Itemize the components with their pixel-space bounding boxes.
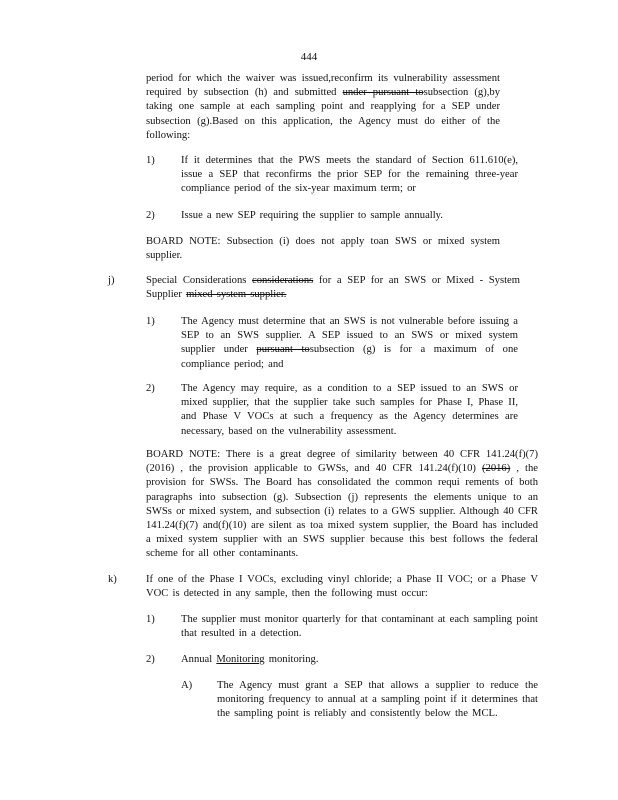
- intro-text-1: period for which the waiver was issued,reconfirm its vulnerability assessment required by subsection (h) and submitted: [146, 73, 500, 99]
- note-j-text-2: , the provision for SWSs. The Board has consolidated the common requi rements of both paragraphs into subsection (g). Subsection (j) represents the elements unique to an SWSs or mixed system, and subsection (i) relates to a GWS supplier. Although 40 CFR 141.24(f)(7) and(f)(10) are silent as toa mixed system supplier, the Board has included a mixed system supplier with an SWS supplier because this best follows the federal scheme for all other contaminants.: [146, 463, 538, 560]
- j-heading: [146, 274, 520, 302]
- j-item-1-text-1: The Agency must determine that an SWS is not vulnerable before issuing a SEP to an SWS supplier. A SEP issued to an SWS or mixed system supplier under: [181, 316, 518, 356]
- note-j-deleted: (2016): [482, 463, 511, 475]
- j-label: j): [108, 275, 115, 286]
- k-2-sub-a-text: The Agency must grant a SEP that allows a supplier to reduce the monitoring frequency to annual at a sampling point if it determines that the sampling point is reliably and consistently below the MCL.: [217, 680, 538, 720]
- k-item-1-text: The supplier must monitor quarterly for that contaminant at each sampling point that resulted in a detection.: [181, 614, 538, 640]
- k-item-2-text-1: Annual: [181, 654, 217, 665]
- j-deleted-2: mixed system supplier.: [186, 289, 287, 301]
- board-note-j: [146, 448, 538, 562]
- board-note-i: BOARD NOTE: Subsection (i) does not apply toan SWS or mixed system supplier.: [146, 236, 500, 262]
- i-item-1-text: If it determines that the PWS meets the standard of Section 611.610(e), issue a SEP that reconfirms the prior SEP for the remaining three-year compliance period of the six-year maximum term; or: [181, 155, 518, 195]
- k-item-2-text-2: monitoring.: [264, 654, 319, 665]
- j-item-2-label: 2): [146, 383, 155, 394]
- intro-paragraph: [146, 72, 500, 143]
- k-label: k): [108, 574, 117, 585]
- j-item-1-label: 1): [146, 316, 155, 327]
- k-item-2-label: 2): [146, 654, 155, 665]
- j-item-1-deleted: pursuant to: [256, 344, 310, 356]
- i-item-2-label: 2): [146, 210, 155, 221]
- j-text-2: for a SEP for an SWS or Mixed - System Supplier: [146, 275, 520, 301]
- i-item-2-text: Issue a new SEP requiring the supplier to sample annually.: [181, 210, 443, 221]
- k-text: If one of the Phase I VOCs, excluding vinyl chloride; a Phase II VOC; or a Phase V VOC is detected in any sample, then the following must occur:: [146, 574, 538, 600]
- k-item-1-label: 1): [146, 614, 155, 625]
- intro-text-2: subsection (g),by taking one sample at each sampling point and reapplying for a SEP under subsection (g).Based on this application, the Agency must do either of the following:: [146, 87, 500, 141]
- j-item-1-text: [181, 315, 518, 372]
- note-j-text-1: BOARD NOTE: There is a great degree of similarity between 40 CFR 141.24(f)(7) (2016) , the provision applicable to GWSs, and 40 CFR 141.24(f)(10): [146, 449, 538, 475]
- intro-deleted-text: under pursuant to: [342, 87, 424, 99]
- j-item-2-text: The Agency may require, as a condition to a SEP issued to an SWS or mixed supplier, that the supplier take such samples for Phase I, Phase II, and Phase V VOCs at such a frequency as the Agency determines are necessary, based on the vulnerability assessment.: [181, 383, 518, 437]
- j-item-1-text-2: subsection (g) is for a maximum of one compliance period; and: [181, 344, 518, 370]
- k-item-2-text: [181, 653, 538, 667]
- j-deleted-1: considerations: [252, 275, 314, 286]
- j-text-1: Special Considerations: [146, 275, 253, 286]
- k-2-sub-a-label: A): [181, 680, 193, 691]
- i-item-1-label: 1): [146, 155, 155, 166]
- page-number: 444: [300, 51, 318, 63]
- k-item-2-inserted: Monitoring: [216, 654, 265, 665]
